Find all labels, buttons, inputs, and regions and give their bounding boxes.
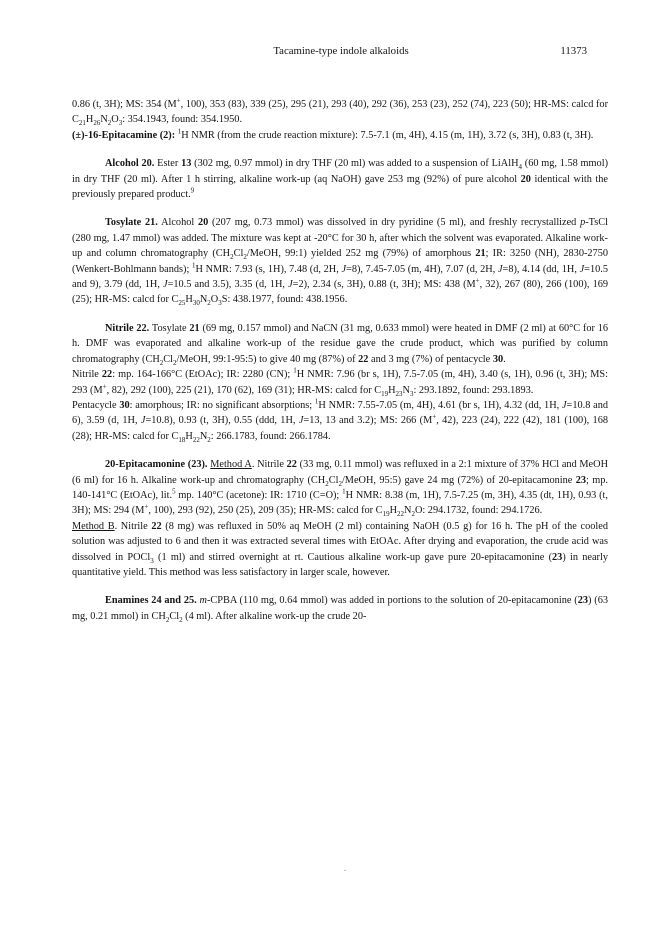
paragraph-method-b: Method B. Nitrile 22 (8 mg) was refluxed in 50% aq MeOH (2 ml) containing NaOH (0.5 g) for 16 h. The pH of the cooled solution was adjusted to 6 and then it was extracted several times with EtOAc. After drying and evaporation, the crude acid was dissolved in POCl$_3$ (1 ml) and stirred overnight at rt. Cautious alkaline work-up gave pure 20-epitacamonine (23) in nearly quantitative yield. This method was less satisfactory in larger scale, however. [72,520,608,578]
paragraph-20-epitacamonine: 20-Epitacamonine (23). Method A. Nitrile 22 (33 mg, 0.11 mmol) was refluxed in a 2:1 mixture of 37% HCl and MeOH (6 ml) for 16 h. Alkaline work-up and chromatography ($CH_2Cl_2$/MeOH, 95:5) gave 24 mg (72%) of 20-epitacamonine 23; mp. 140-141°C (EtOAc), lit.$^5$ mp. 140°C (acetone): IR: 1710 (C=O); $^1$H NMR: 8.38 (m, 1H), 7.5-7.25 (m, 3H), 4.35 (dt, 1H), 0.93 (t, 3H); MS: 294 (M+, 100), 293 (92), 250 (25), 209 (35); HR-MS: calcd for $C_{19}H_{22}N_2O$: 294.1732, found: 294.1726. [72,459,609,519]
method-b-label: Method B [72,520,115,532]
scan-speck [344,870,346,871]
running-header [95,44,587,58]
paragraph-16-epitacamine: (±)-16-Epitacamine (2): $^1$H NMR (from the crude reaction mixture): 7.5-7.1 (m, 4H), 4.15 (m, 1H), 3.72 (s, 3H), 0.83 (t, 3H). [72,127,594,141]
paragraph-alcohol-20: Alcohol 20. Ester 13 (302 mg, 0.97 mmol) in dry THF (20 ml) was added to a suspension of LiAlH$_4$ (60 mg, 1.58 mmol) in dry THF (20 ml). After 1 h stirring, alkaline work-up (aq NaOH) gave 253 mg (92%) of pure alcohol 20 identical with the previously prepared product.$^9$ [72,158,608,201]
compound-heading: (±)-16-Epitacamine (2): [72,129,176,141]
page-body [72,97,608,624]
running-title: Tacamine-type indole alkaloids [273,45,409,57]
paragraph-nitrile-22: Nitrile 22. Tosylate 21 (69 mg, 0.157 mmol) and NaCN (31 mg, 0.633 mmol) were heated in DMF (2 ml) at 60°C for 16 h. DMF was evaporated and alkaline work-up of the residue gave the crude product, which was purified by column chromatography ($CH_2Cl_2$/MeOH, 99:1-95:5) to give 40 mg (87%) of 22 and 3 mg (7%) of pentacycle 30. [72,322,608,367]
page-number: 11373 [560,45,587,57]
section-heading: Alcohol 20. [105,158,155,170]
paragraph-ms-data: 0.86 (t, 3H); MS: 354 (M+, 100), 353 (83), 339 (25), 295 (21), 293 (40), 292 (36), 253 (23), 252 (74), 223 (50); HR-MS: calcd for $C_{21}H_{26}N_2O_3$: 354.1943, found: 354.1950. [72,96,608,128]
paragraph-tosylate-21: Tosylate 21. Alcohol 20 (207 mg, 0.73 mmol) was dissolved in dry pyridine (5 ml), and freshly recrystallized p-TsCl (280 mg, 1.47 mmol) was added. The mixture was kept at -20°C for 30 h, after which the solvent was evaporated. Alkaline work-up and column chromatography ($CH_2Cl_2$/MeOH, 99:1) yielded 252 mg (79%) of amorphous 21; IR: 3250 (NH), 2830-2750 (Wenkert-Bohlmann bands); $^1$H NMR: 7.93 (s, 1H), 7.48 (d, 2H, J=8), 7.45-7.05 (m, 4H), 7.07 (d, 2H, J=8), 4.14 (dd, 1H, J=10.5 and 9), 3.79 (dd, 1H, J=10.5 and 3.5), 3.35 (d, 1H, J=2), 2.34 (s, 3H), 0.88 (t, 3H); MS: 438 (M+, 32), 267 (80), 266 (100), 169 (25); HR-MS: calcd for $C_{25}H_{30}N_2O_3S$: 438.1977, found: 438.1956. [72,217,609,308]
paragraph-nitrile-22-data: Nitrile 22: mp. 164-166°C (EtOAc); IR: 2280 (CN); $^1$H NMR: 7.96 (br s, 1H), 7.5-7.05 (m, 4H), 3.40 (s, 1H), 0.96 (t, 3H); MS: 293 (M+, 82), 292 (100), 225 (21), 170 (62), 169 (31); HR-MS: calcd for $C_{19}H_{23}N_3$: 293.1892, found: 293.1893. [72,366,609,398]
paragraph-enamines: Enamines 24 and 25. m-CPBA (110 mg, 0.64 mmol) was added in portions to the solution of 20-epitacamonine (23) (63 mg, 0.21 mmol) in $CH_2Cl_2$ (4 ml). After alkaline work-up the crude 20- [72,595,609,624]
section-heading: Tosylate 21. [105,217,158,229]
method-a-label: Method A [210,459,252,471]
section-heading: Enamines 24 and 25. [105,595,197,607]
section-heading: 20-Epitacamonine (23). [105,459,208,471]
section-heading: Nitrile 22. [105,322,150,334]
paragraph-pentacycle-30: Pentacycle 30: amorphous; IR: no significant absorptions; $^1$H NMR: 7.55-7.05 (m, 4H), 4.61 (br s, 1H), 4.32 (dd, 1H, J=10.8 and 6), 3.59 (d, 1H, J=10.8), 0.93 (t, 3H), 0.55 (ddd, 1H, J=13, 13 and 3.2); MS: 266 (M+, 42), 223 (24), 222 (42), 181 (100), 168 (28); HR-MS: calcd for $C_{18}H_{22}N_2$: 266.1783, found: 266.1784. [72,397,608,444]
